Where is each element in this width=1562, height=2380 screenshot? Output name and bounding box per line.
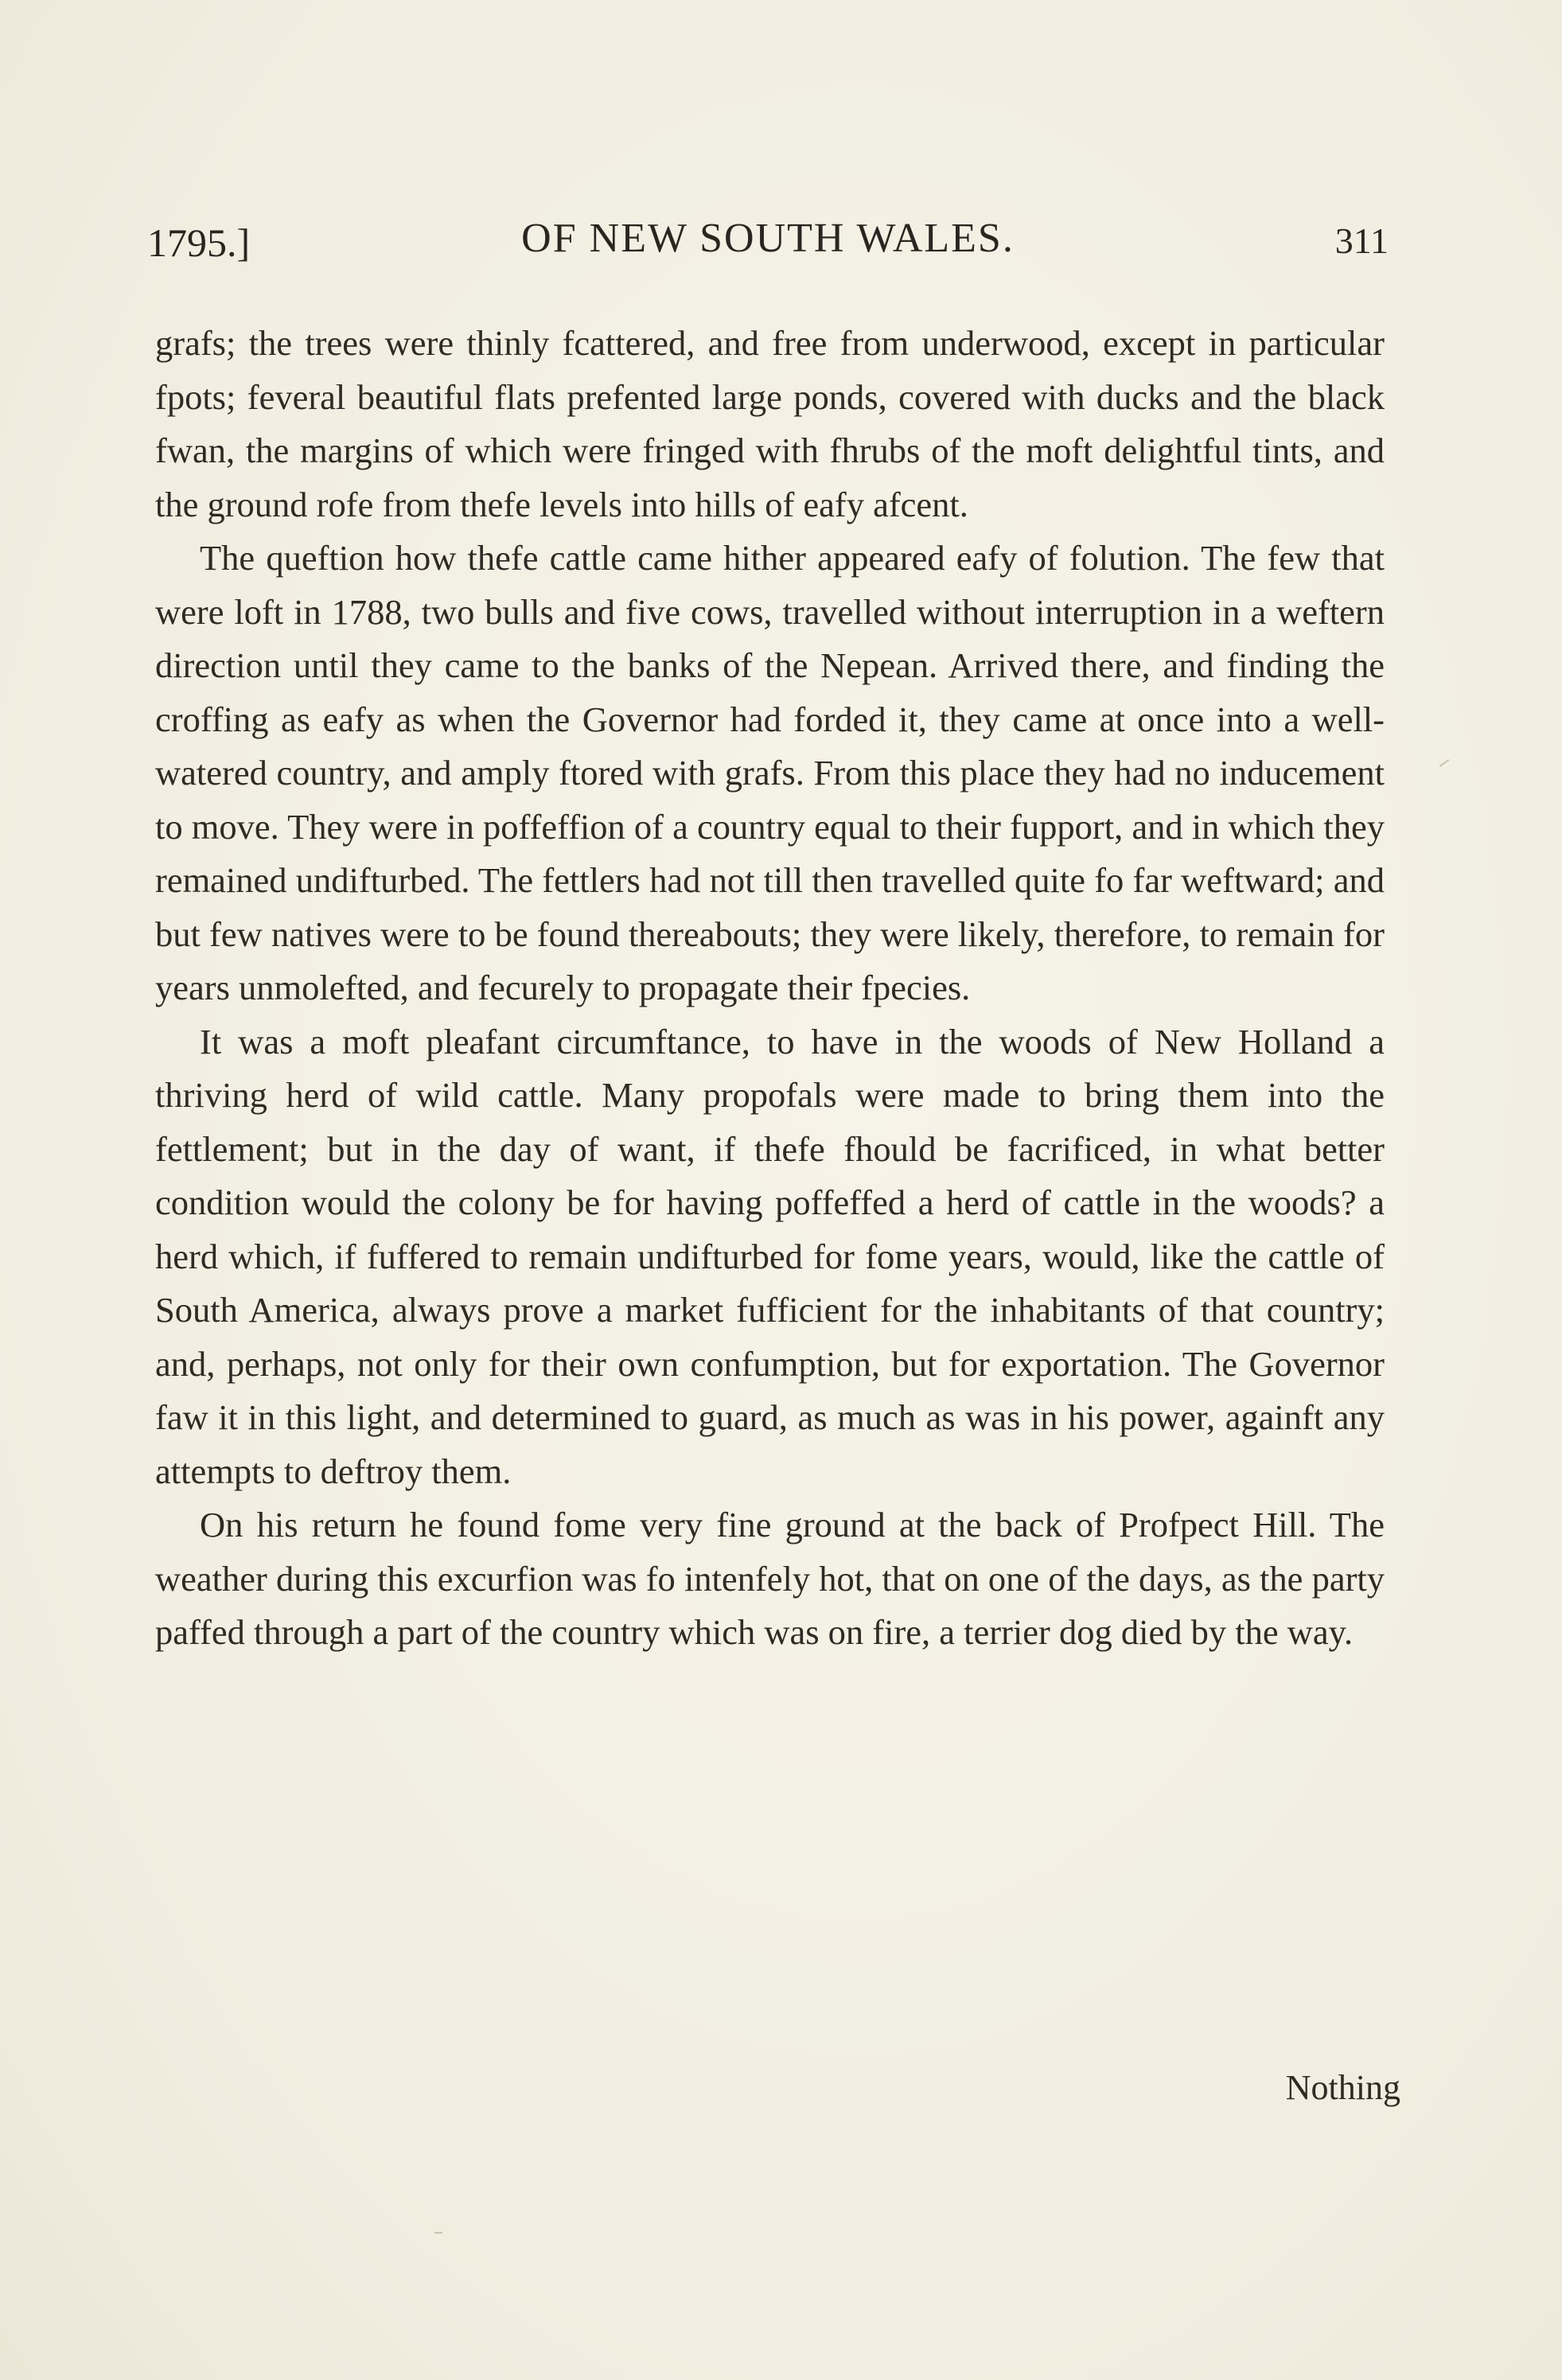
header-title: OF NEW SOUTH WALES. bbox=[521, 216, 1015, 261]
paragraph-1: grafs; the trees were thinly fcattered, and free from underwood, except in particular fpots; feveral beautiful flats prefented large ponds, covered with ducks and the black fwan, the margins of which were fringed with fhrubs of the moft delightful tints, and the ground rofe from thefe levels into hills of eafy afcent. bbox=[155, 323, 1385, 524]
paper-speck bbox=[434, 2232, 442, 2234]
header-year: 1795.] bbox=[147, 220, 251, 265]
catchword: Nothing bbox=[1285, 2068, 1400, 2107]
running-header bbox=[147, 215, 1389, 279]
paper-speck bbox=[1439, 759, 1450, 767]
paragraph-2: The queftion how thefe cattle came hither appeared eafy of folution. The few that were loft in 1788, two bulls and five cows, travelled without interruption in a weftern direction until they came to the banks of the Nepean. Arrived there, and finding the croffing as eafy as when the Governor had forded it, they came at once into a well-watered country, and amply ftored with grafs. From this place they had no inducement to move. They were in poffeffion of a country equal to their fupport, and in which they remained undifturbed. The fettlers had not till then travelled quite fo far weftward; and but few natives were to be found thereabouts; they were likely, therefore, to remain for years unmolefted, and fecurely to propagate their fpecies. bbox=[155, 538, 1385, 1007]
paragraph-3: It was a moft pleafant circumftance, to have in the woods of New Holland a thriving herd of wild cattle. Many propofals were made to bring them into the fettlement; but in the day of want, if thefe fhould be facrificed, in what better condition would the colony be for having poffeffed a herd of cattle in the woods? a herd which, if fuffered to remain undifturbed for fome years, would, like the cattle of South America, always prove a market fufficient for the inhabitants of that country; and, perhaps, not only for their own confumption, but for exportation. The Governor faw it in this light, and determined to guard, as much as was in his power, againft any attempts to deftroy them. bbox=[155, 1021, 1385, 1491]
body-text bbox=[155, 317, 1385, 1660]
paragraph-4: On his return he found fome very fine ground at the back of Profpect Hill. The weather during this excurfion was fo intenfely hot, that on one of the days, as the party paffed through a part of the country which was on fire, a terrier dog died by the way. bbox=[155, 1505, 1385, 1652]
page-number: 311 bbox=[1334, 220, 1389, 261]
